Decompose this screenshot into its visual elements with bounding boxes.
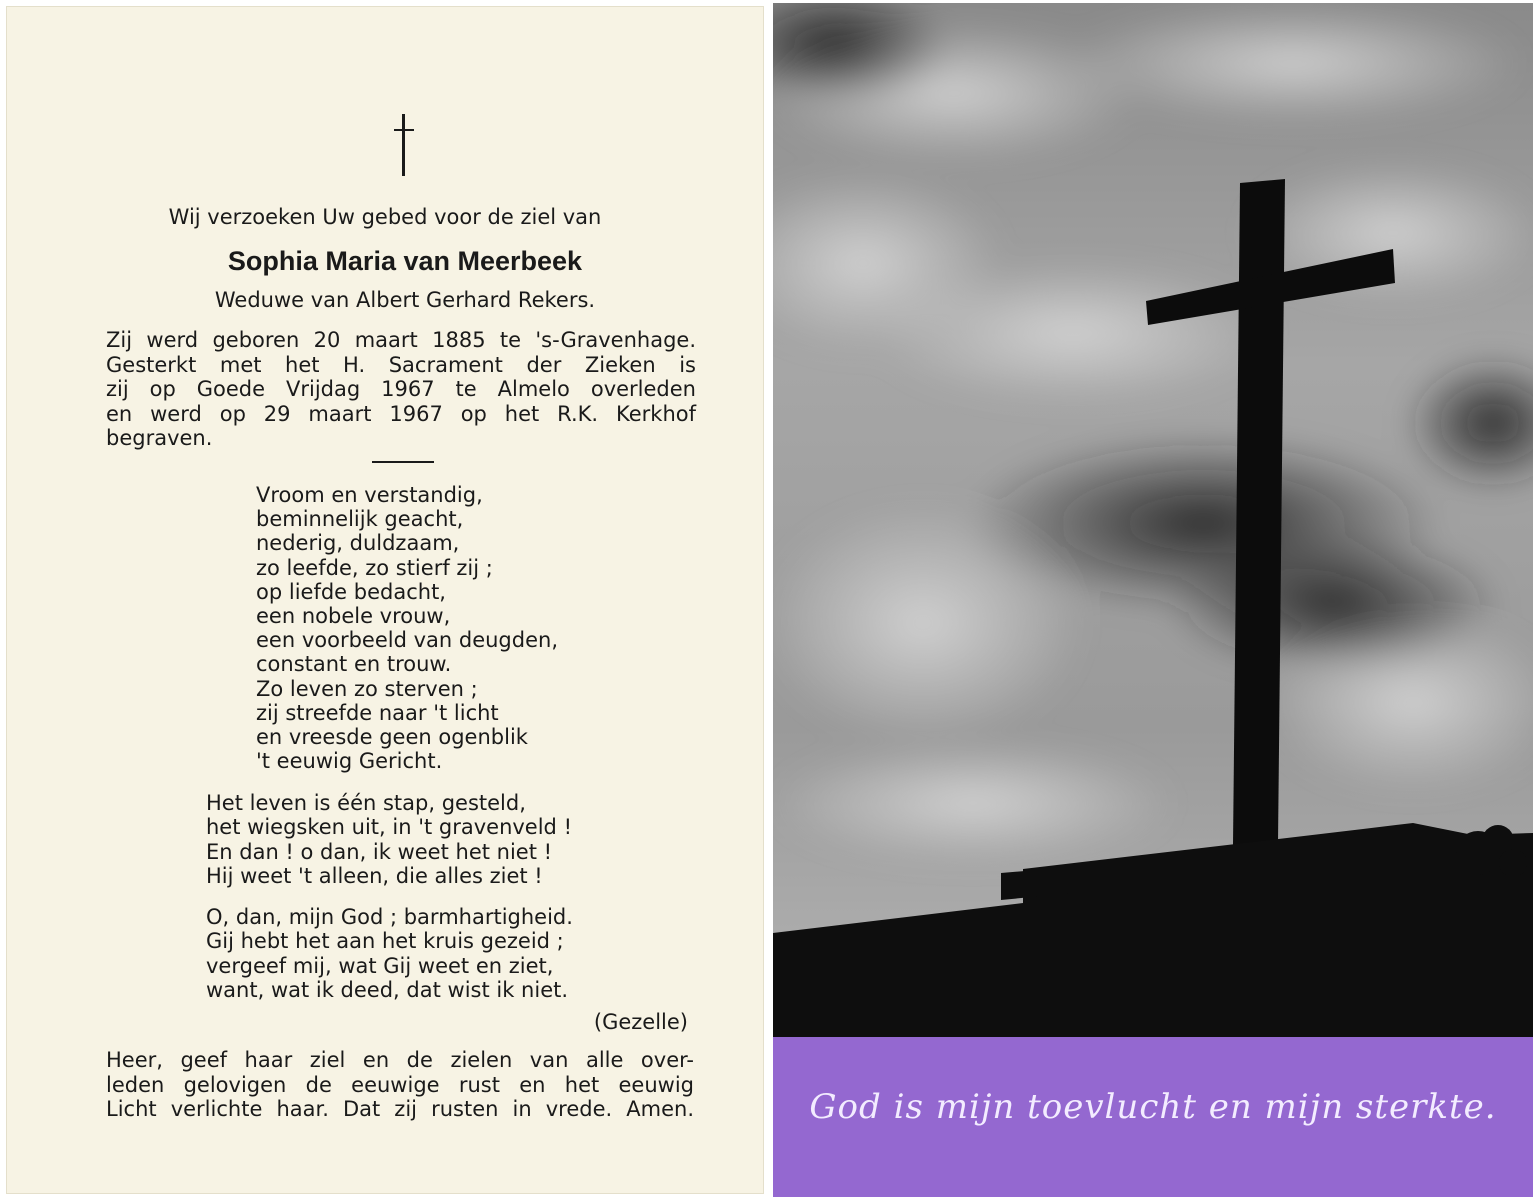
poem-line: Zo leven zo sterven ; — [256, 676, 478, 701]
poem-line: vergeef mij, wat Gij weet en ziet, — [206, 953, 554, 978]
bio-line: Gesterkt met het H. Sacrament der Zieken is — [106, 352, 696, 377]
poem-line: Het leven is één stap, gesteld, — [206, 791, 526, 815]
poem-stanza-2 — [206, 791, 572, 888]
poem-line: en vreesde geen ogenblik — [256, 725, 528, 750]
poem-line: Hij weet 't alleen, die alles ziet ! — [206, 863, 543, 888]
memorial-card-text-side — [6, 6, 764, 1194]
poem-line: zij streefde naar 't licht — [256, 700, 499, 725]
cross-icon — [394, 114, 414, 176]
memorial-card-photo-side — [773, 3, 1533, 1197]
poem-line: 't eeuwig Gericht. — [256, 749, 443, 774]
poem-line: constant en trouw. — [256, 652, 452, 677]
poem-line: een nobele vrouw, — [256, 604, 451, 629]
intro-line: Wij verzoeken Uw gebed voor de ziel van — [168, 205, 602, 229]
poem-line: Vroom en verstandig, — [256, 483, 483, 507]
poem-line: een voorbeeld van deugden, — [256, 628, 558, 653]
poem-line: beminnelijk geacht, — [256, 507, 464, 532]
prayer-line: Licht verlichte haar. Dat zij rusten in vrede. Amen. — [106, 1097, 694, 1121]
poem-line: nederig, duldzaam, — [256, 531, 460, 556]
biography-paragraph — [106, 328, 696, 451]
bio-line: begraven. — [106, 426, 213, 450]
poem-stanza-3 — [206, 905, 573, 1002]
motto-text: God is mijn toevlucht en mijn sterkte. — [809, 1087, 1497, 1127]
poem-stanza-1 — [256, 483, 558, 773]
bio-line: Zij werd geboren 20 maart 1885 te 's-Gravenhage. — [106, 328, 696, 352]
poem-line: het wiegsken uit, in 't gravenveld ! — [206, 815, 572, 840]
poem-line: En dan ! o dan, ik weet het niet ! — [206, 839, 553, 864]
poem-author: (Gezelle) — [593, 1010, 688, 1034]
bio-line: en werd op 29 maart 1967 op het R.K. Kerkhof — [106, 401, 696, 426]
prayer-line: leden gelovigen de eeuwige rust en het eeuwig — [106, 1072, 694, 1097]
bio-line: zij op Goede Vrijdag 1967 te Almelo overleden — [106, 377, 696, 401]
cross-silhouette-photo — [773, 3, 1533, 1037]
prayer-line: Heer, geef haar ziel en de zielen van alle over- — [106, 1048, 694, 1072]
deceased-name: Sophia Maria van Meerbeek — [227, 246, 583, 276]
poem-line: Gij hebt het aan het kruis gezeid ; — [206, 929, 564, 954]
divider-rule — [372, 461, 434, 463]
closing-prayer — [106, 1048, 694, 1122]
poem-line: op liefde bedacht, — [256, 579, 446, 604]
poem-line: O, dan, mijn God ; barmhartigheid. — [206, 905, 573, 929]
widow-line: Weduwe van Albert Gerhard Rekers. — [214, 288, 596, 312]
poem-line: zo leefde, zo stierf zij ; — [256, 555, 493, 580]
poem-line: want, wat ik deed, dat wist ik niet. — [206, 977, 569, 1002]
